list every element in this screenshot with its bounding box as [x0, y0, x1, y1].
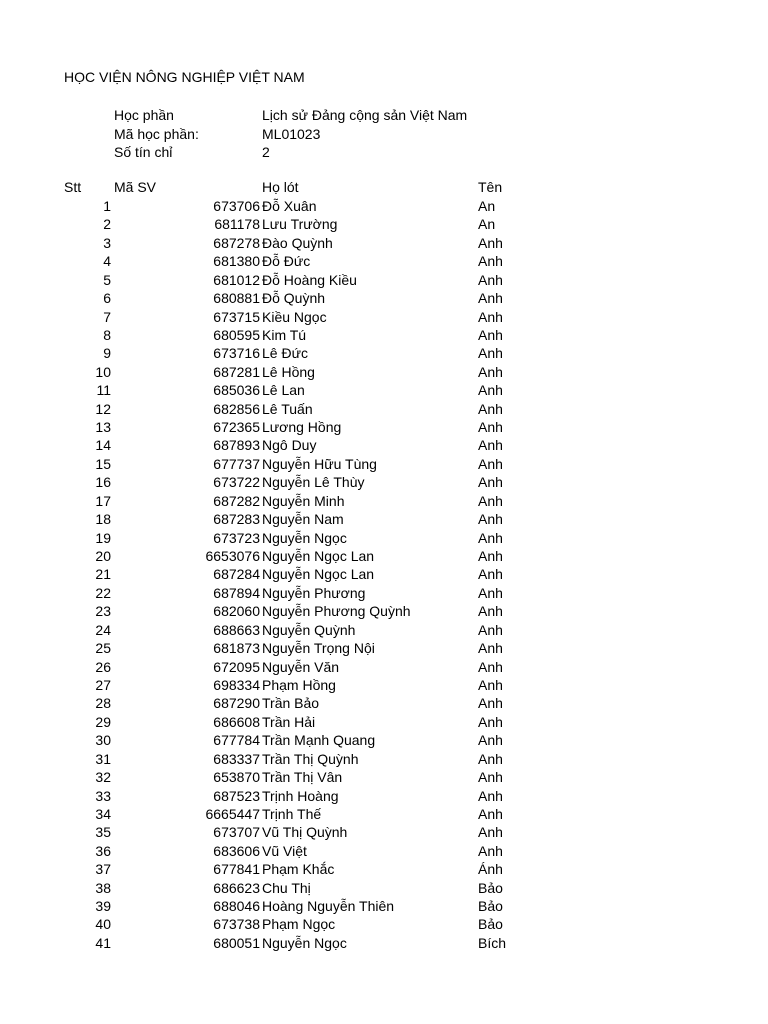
- row-student-id: 681178: [214, 216, 260, 233]
- table-row: [0, 621, 768, 639]
- row-surname: Hoàng Nguyễn Thiên: [262, 898, 395, 915]
- table-row: [0, 602, 768, 620]
- row-surname: Nguyễn Ngọc: [262, 529, 347, 546]
- row-stt: 37: [95, 861, 111, 878]
- row-surname: Nguyễn Lê Thùy: [262, 474, 365, 491]
- row-student-id: 680881: [213, 290, 260, 307]
- row-stt: 5: [103, 271, 111, 288]
- row-surname: Trịnh Thế: [262, 805, 322, 822]
- row-student-id: 681012: [213, 271, 260, 288]
- table-row: [0, 658, 768, 676]
- table-row: [0, 326, 768, 344]
- table-row: [0, 750, 768, 768]
- row-student-id: 688663: [213, 621, 260, 638]
- row-student-id: 681873: [213, 640, 260, 657]
- table-row: [0, 252, 768, 270]
- table-row: [0, 418, 768, 436]
- table-row: [0, 289, 768, 307]
- row-student-id: 6653076: [205, 548, 260, 565]
- row-first-name: Anh: [478, 474, 503, 491]
- row-stt: 2: [103, 216, 111, 233]
- row-student-id: 680595: [213, 326, 260, 343]
- row-surname: Trần Thị Vân: [262, 769, 343, 786]
- table-row: [0, 215, 768, 233]
- row-surname: Trịnh Hoàng: [262, 787, 339, 804]
- row-student-id: 687283: [213, 511, 260, 528]
- row-student-id: 673723: [213, 529, 260, 546]
- table-row: [0, 510, 768, 528]
- row-first-name: Anh: [478, 492, 503, 509]
- row-student-id: 677784: [213, 732, 260, 749]
- row-student-id: 687278: [213, 234, 260, 251]
- row-surname: Phạm Khắc: [262, 861, 335, 878]
- row-first-name: Anh: [478, 271, 503, 288]
- row-stt: 38: [95, 879, 111, 896]
- table-row: [0, 897, 768, 915]
- row-surname: Nguyễn Ngọc Lan: [262, 548, 375, 565]
- row-first-name: Anh: [478, 621, 503, 638]
- row-first-name: Anh: [478, 455, 503, 472]
- table-row: [0, 842, 768, 860]
- row-surname: Lê Đức: [262, 345, 308, 362]
- table-row: [0, 639, 768, 657]
- institution-title: HỌC VIỆN NÔNG NGHIỆP VIỆT NAM: [64, 69, 305, 85]
- row-surname: Lương Hồng: [262, 419, 342, 436]
- course-code-label: Mã học phần:: [114, 126, 199, 142]
- row-student-id: 687290: [213, 695, 260, 712]
- row-stt: 4: [103, 253, 111, 270]
- row-stt: 32: [95, 769, 111, 786]
- row-student-id: 686608: [213, 713, 260, 730]
- row-stt: 29: [95, 713, 111, 730]
- table-row: [0, 565, 768, 583]
- row-stt: 16: [95, 474, 111, 491]
- row-student-id: 686623: [213, 879, 260, 896]
- row-first-name: Bích: [478, 934, 507, 951]
- row-student-id: 687284: [213, 566, 260, 583]
- row-stt: 39: [95, 898, 111, 915]
- row-surname: Nguyễn Nam: [262, 511, 344, 528]
- row-first-name: Anh: [478, 326, 503, 343]
- table-row: [0, 676, 768, 694]
- row-surname: Kim Tú: [262, 326, 307, 343]
- row-stt: 35: [95, 824, 111, 841]
- course-name-value: Lịch sử Đảng cộng sản Việt Nam: [262, 107, 468, 123]
- row-first-name: An: [478, 216, 496, 233]
- row-student-id: 680051: [213, 934, 260, 951]
- row-first-name: Anh: [478, 566, 503, 583]
- row-student-id: 681380: [213, 253, 260, 270]
- table-row: [0, 308, 768, 326]
- row-surname: Nguyễn Phương: [262, 584, 366, 601]
- row-first-name: Bảo: [478, 879, 503, 896]
- header-student-id: Mã SV: [114, 179, 157, 195]
- table-row: [0, 731, 768, 749]
- row-stt: 22: [95, 584, 111, 601]
- row-student-id: 672365: [213, 419, 260, 436]
- table-row: [0, 381, 768, 399]
- row-stt: 15: [95, 455, 111, 472]
- row-stt: 13: [95, 419, 111, 436]
- row-student-id: 687894: [213, 584, 260, 601]
- row-surname: Phạm Hồng: [262, 676, 336, 693]
- row-student-id: 682060: [213, 603, 260, 620]
- row-student-id: 687523: [213, 787, 260, 804]
- row-surname: Vũ Việt: [262, 842, 307, 859]
- table-row: [0, 436, 768, 454]
- credits-row: [0, 143, 768, 161]
- row-stt: 25: [95, 640, 111, 657]
- header-first-name: Tên: [478, 179, 503, 195]
- row-surname: Trần Hải: [262, 713, 316, 730]
- row-stt: 7: [103, 308, 111, 325]
- table-row: [0, 879, 768, 897]
- row-first-name: Anh: [478, 584, 503, 601]
- row-student-id: 698334: [213, 676, 260, 693]
- row-first-name: Anh: [478, 787, 503, 804]
- row-surname: Phạm Ngọc: [262, 916, 336, 933]
- row-first-name: Anh: [478, 437, 503, 454]
- row-first-name: Anh: [478, 658, 503, 675]
- row-stt: 20: [95, 548, 111, 565]
- row-stt: 33: [95, 787, 111, 804]
- row-surname: Đỗ Quỳnh: [262, 290, 326, 307]
- course-name-label: Học phần: [114, 107, 174, 123]
- table-row: [0, 768, 768, 786]
- row-stt: 9: [103, 345, 111, 362]
- table-row: [0, 694, 768, 712]
- row-stt: 14: [95, 437, 111, 454]
- row-surname: Nguyễn Ngọc Lan: [262, 566, 375, 583]
- row-stt: 18: [95, 511, 111, 528]
- row-surname: Đỗ Hoàng Kiều: [262, 271, 357, 288]
- row-stt: 27: [95, 676, 111, 693]
- row-first-name: Ánh: [478, 861, 503, 878]
- table-row: [0, 787, 768, 805]
- table-row: [0, 492, 768, 510]
- row-student-id: 673707: [213, 824, 260, 841]
- row-first-name: Anh: [478, 676, 503, 693]
- row-surname: Ngô Duy: [262, 437, 317, 454]
- row-student-id: 677737: [213, 455, 260, 472]
- credits-value: 2: [262, 144, 270, 160]
- row-student-id: 6665447: [205, 805, 260, 822]
- credits-label: Số tín chỉ: [114, 144, 173, 160]
- row-first-name: Anh: [478, 713, 503, 730]
- row-surname: Lưu Trường: [262, 216, 338, 233]
- table-row: [0, 713, 768, 731]
- row-student-id: 683606: [213, 842, 260, 859]
- row-first-name: Anh: [478, 363, 503, 380]
- row-surname: Nguyễn Ngọc: [262, 934, 347, 951]
- student-table-body: [0, 197, 768, 952]
- row-student-id: 687893: [213, 437, 260, 454]
- row-surname: Lê Lan: [262, 382, 305, 399]
- row-stt: 6: [103, 290, 111, 307]
- row-stt: 23: [95, 603, 111, 620]
- course-code-value: ML01023: [262, 126, 321, 142]
- table-row: [0, 805, 768, 823]
- row-first-name: Anh: [478, 769, 503, 786]
- row-first-name: Anh: [478, 603, 503, 620]
- row-first-name: Bảo: [478, 916, 503, 933]
- row-stt: 24: [95, 621, 111, 638]
- row-first-name: Anh: [478, 750, 503, 767]
- row-student-id: 685036: [213, 382, 260, 399]
- row-first-name: Anh: [478, 382, 503, 399]
- row-surname: Nguyễn Minh: [262, 492, 345, 509]
- row-stt: 8: [103, 326, 111, 343]
- row-student-id: 688046: [213, 898, 260, 915]
- row-first-name: Anh: [478, 345, 503, 362]
- row-stt: 41: [95, 934, 111, 951]
- row-surname: Vũ Thị Quỳnh: [262, 824, 348, 841]
- table-row: [0, 344, 768, 362]
- row-stt: 26: [95, 658, 111, 675]
- course-code-row: [0, 125, 768, 143]
- row-first-name: Anh: [478, 805, 503, 822]
- row-student-id: 677841: [213, 861, 260, 878]
- row-stt: 21: [95, 566, 111, 583]
- table-row: [0, 934, 768, 952]
- row-surname: Nguyễn Trọng Nội: [262, 640, 375, 657]
- row-student-id: 682856: [213, 400, 260, 417]
- row-stt: 40: [95, 916, 111, 933]
- row-stt: 11: [96, 382, 111, 399]
- table-row: [0, 584, 768, 602]
- row-stt: 19: [95, 529, 111, 546]
- row-surname: Trần Bảo: [262, 695, 320, 712]
- row-first-name: Anh: [478, 548, 503, 565]
- row-first-name: An: [478, 198, 496, 214]
- table-row: [0, 455, 768, 473]
- row-surname: Nguyễn Phương Quỳnh: [262, 603, 411, 620]
- row-student-id: 673722: [213, 474, 260, 491]
- table-row: [0, 529, 768, 547]
- row-student-id: 672095: [213, 658, 260, 675]
- row-first-name: Anh: [478, 529, 503, 546]
- row-surname: Nguyễn Hữu Tùng: [262, 455, 377, 472]
- table-row: [0, 197, 768, 215]
- row-student-id: 687281: [213, 363, 260, 380]
- row-student-id: 673738: [213, 916, 260, 933]
- row-stt: 30: [95, 732, 111, 749]
- row-first-name: Bảo: [478, 898, 503, 915]
- row-surname: Nguyễn Quỳnh: [262, 621, 356, 638]
- row-student-id: 653870: [213, 769, 260, 786]
- row-surname: Chu Thị: [262, 879, 311, 896]
- row-stt: 28: [95, 695, 111, 712]
- row-student-id: 673706: [213, 198, 260, 214]
- row-first-name: Anh: [478, 308, 503, 325]
- row-stt: 10: [95, 363, 111, 380]
- table-row: [0, 234, 768, 252]
- row-stt: 36: [95, 842, 111, 859]
- row-first-name: Anh: [478, 842, 503, 859]
- header-stt: Stt: [64, 179, 82, 195]
- header-surname: Họ lót: [262, 179, 299, 195]
- row-stt: 1: [103, 198, 111, 214]
- row-stt: 17: [95, 492, 111, 509]
- row-student-id: 687282: [213, 492, 260, 509]
- row-first-name: Anh: [478, 400, 503, 417]
- course-name-row: [0, 106, 768, 124]
- row-surname: Lê Tuấn: [262, 400, 313, 417]
- row-surname: Đào Quỳnh: [262, 234, 333, 251]
- table-row: [0, 823, 768, 841]
- row-stt: 3: [103, 234, 111, 251]
- row-student-id: 673715: [213, 308, 260, 325]
- table-row: [0, 473, 768, 491]
- row-surname: Đỗ Xuân: [262, 198, 317, 214]
- row-first-name: Anh: [478, 824, 503, 841]
- row-student-id: 683337: [213, 750, 260, 767]
- row-first-name: Anh: [478, 511, 503, 528]
- row-first-name: Anh: [478, 290, 503, 307]
- row-stt: 31: [95, 750, 111, 767]
- row-surname: Nguyễn Văn: [262, 658, 340, 675]
- row-surname: Trần Thị Quỳnh: [262, 750, 359, 767]
- row-first-name: Anh: [478, 253, 503, 270]
- row-surname: Trần Mạnh Quang: [262, 732, 376, 749]
- row-first-name: Anh: [478, 640, 503, 657]
- table-row: [0, 547, 768, 565]
- row-surname: Đỗ Đức: [262, 253, 311, 270]
- table-row: [0, 400, 768, 418]
- row-first-name: Anh: [478, 234, 503, 251]
- row-surname: Lê Hồng: [262, 363, 315, 380]
- table-row: [0, 860, 768, 878]
- row-first-name: Anh: [478, 732, 503, 749]
- row-first-name: Anh: [478, 695, 503, 712]
- row-first-name: Anh: [478, 419, 503, 436]
- table-header: [0, 178, 768, 196]
- table-row: [0, 915, 768, 933]
- table-row: [0, 363, 768, 381]
- row-stt: 12: [95, 400, 111, 417]
- table-row: [0, 271, 768, 289]
- row-student-id: 673716: [213, 345, 260, 362]
- row-surname: Kiều Ngọc: [262, 308, 327, 325]
- row-stt: 34: [95, 805, 111, 822]
